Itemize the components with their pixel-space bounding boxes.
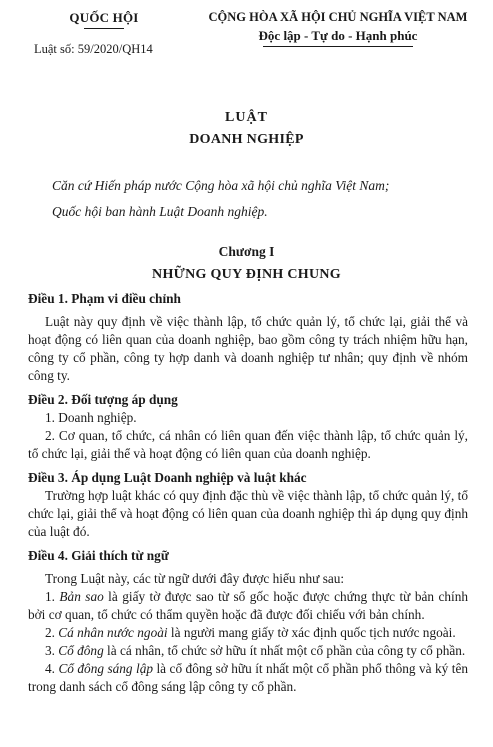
- document-body: [28, 290, 468, 696]
- defined-term: Bản sao: [59, 589, 104, 604]
- document-title: DOANH NGHIỆP: [189, 132, 304, 147]
- article-heading: Điều 2. Đối tượng áp dụng: [28, 392, 178, 407]
- article-item: 1. Doanh nghiệp.: [45, 410, 137, 425]
- chapter-number: Chương I: [218, 244, 275, 259]
- issuing-agency: QUỐC HỘI: [69, 10, 139, 25]
- definition-text: là người mang giấy tờ xác định quốc tịch nước ngoài.: [167, 625, 456, 640]
- article-item: 2. Cơ quan, tổ chức, cá nhân có liên quan đến việc thành lập, tổ chức quản lý, tổ chức lại, giải thể và hoạt động có liên quan của doanh nghiệp.: [28, 428, 468, 461]
- definition-number: 1.: [45, 589, 60, 604]
- definition-text: là cá nhân, tổ chức sở hữu ít nhất một cổ phần của công ty cổ phần.: [103, 643, 466, 658]
- article-text: Trường hợp luật khác có quy định đặc thù về việc thành lập, tổ chức quản lý, tổ chức lại, giải thể và hoạt động có liên quan của doanh nghiệp thì áp dụng quy định của luật đó.: [28, 488, 468, 539]
- enactment-statement: Quốc hội ban hành Luật Doanh nghiệp.: [52, 204, 268, 219]
- chapter-title: NHỮNG QUY ĐỊNH CHUNG: [152, 267, 341, 282]
- article-intro: Trong Luật này, các từ ngữ dưới đây được hiểu như sau:: [45, 571, 345, 586]
- document-type: LUẬT: [225, 110, 268, 125]
- national-header-block: [198, 10, 478, 47]
- definition-item: [28, 642, 468, 660]
- defined-term: Cổ đông sáng lập: [58, 661, 154, 676]
- article-text: Luật này quy định về việc thành lập, tổ chức quản lý, tổ chức lại, giải thể và hoạt động có liên quan của doanh nghiệp, bao gồm công ty trách nhiệm hữu hạn, công ty cổ phần, công ty hợp danh và doanh nghiệp tư nhân; quy định về nhóm công ty.: [28, 314, 468, 383]
- national-name: CỘNG HÒA XÃ HỘI CHỦ NGHĨA VIỆT NAM: [208, 10, 468, 24]
- law-number: Luật số: 59/2020/QH14: [34, 42, 153, 56]
- definition-item: [28, 588, 468, 624]
- defined-term: Cá nhân nước ngoài: [58, 625, 168, 640]
- definition-number: 4.: [45, 661, 59, 676]
- definition-text: là giấy tờ được sao từ sổ gốc hoặc được chứng thực từ bản chính bởi cơ quan, tổ chức có thẩm quyền hoặc đã được đối chiếu với bản chính.: [28, 589, 468, 622]
- definition-item: [28, 660, 468, 696]
- article-heading: Điều 1. Phạm vi điều chỉnh: [28, 291, 181, 306]
- definition-item: [28, 624, 468, 642]
- definition-number: 3.: [45, 643, 59, 658]
- agency-underline: [84, 28, 124, 29]
- legal-basis: Căn cứ Hiến pháp nước Cộng hòa xã hội chủ nghĩa Việt Nam;: [52, 178, 390, 193]
- definition-number: 2.: [45, 625, 59, 640]
- definition-text: là cổ đông sở hữu ít nhất một cổ phần phổ thông và ký tên trong danh sách cổ đông sáng lập công ty cổ phần.: [28, 661, 468, 694]
- national-motto: Độc lập - Tự do - Hạnh phúc: [258, 28, 418, 43]
- motto-underline: [263, 46, 413, 47]
- article-heading: Điều 4. Giải thích từ ngữ: [28, 548, 169, 563]
- defined-term: Cổ đông: [58, 643, 104, 658]
- article-heading: Điều 3. Áp dụng Luật Doanh nghiệp và luật khác: [28, 470, 307, 485]
- issuing-agency-block: [34, 10, 174, 29]
